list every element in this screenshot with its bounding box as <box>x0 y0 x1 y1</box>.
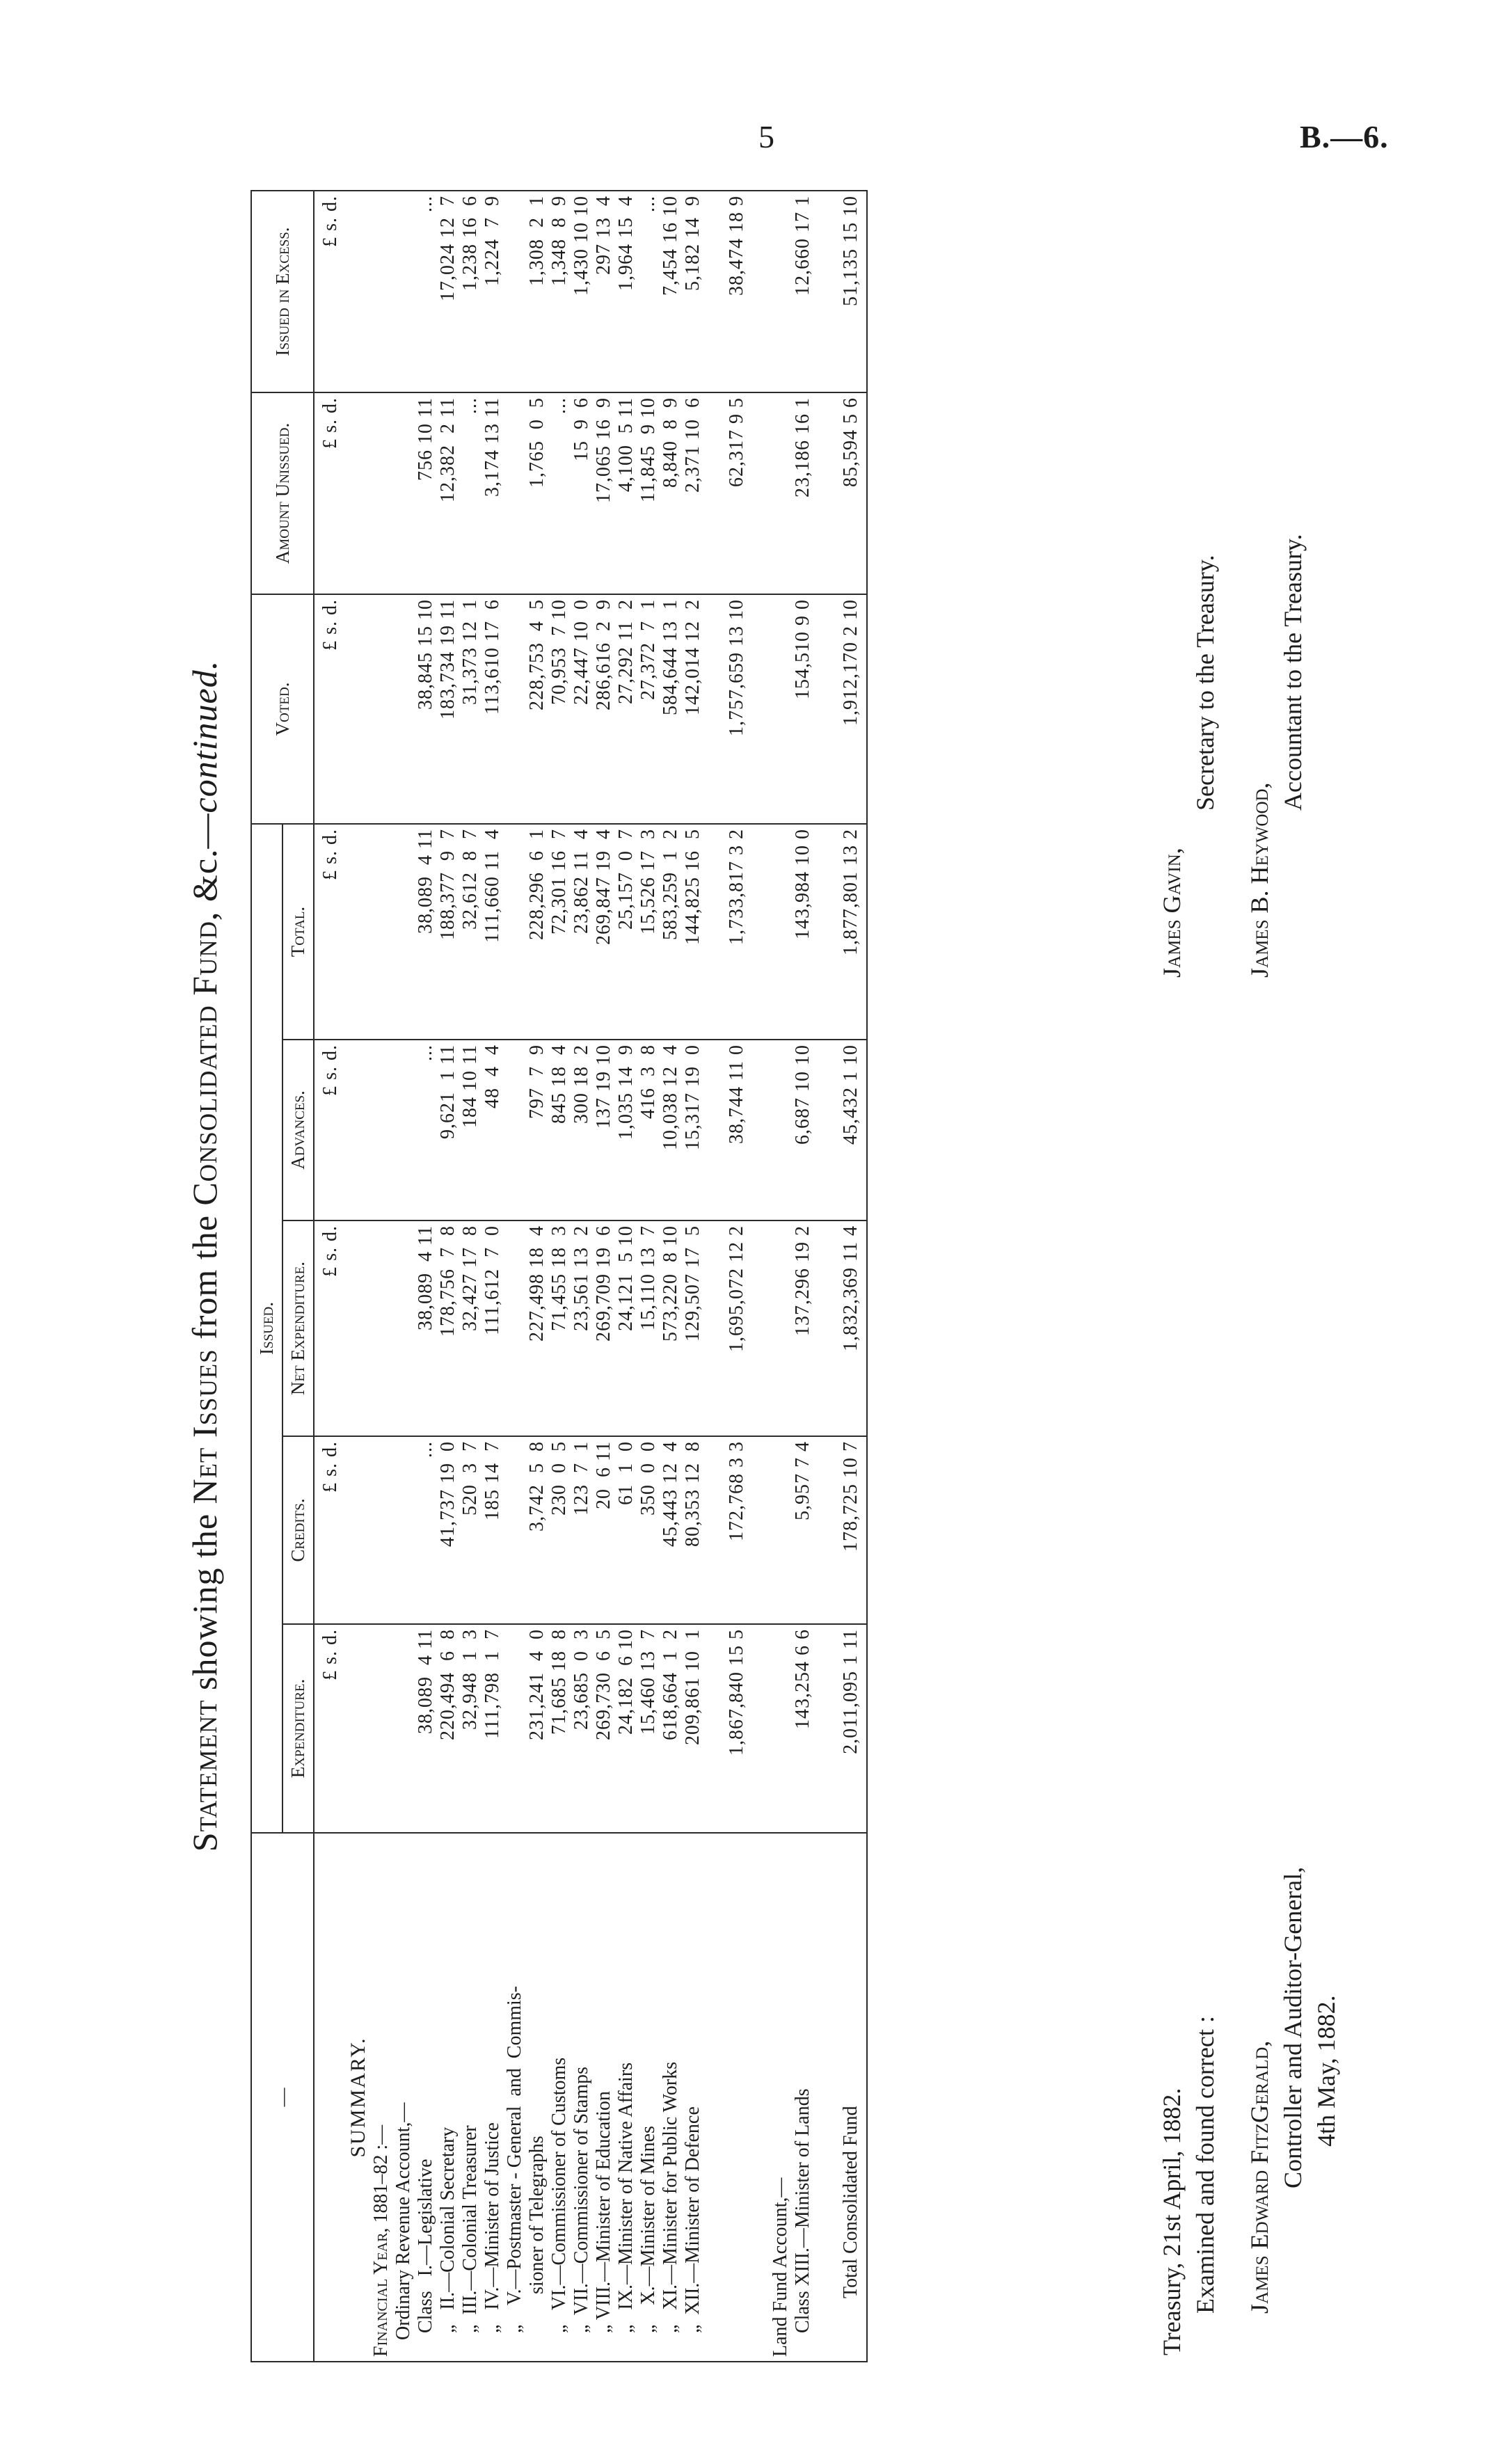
cell-unissued: 1,765 0 5 <box>526 392 548 594</box>
cell-adv: 48 4 4 <box>482 1040 504 1220</box>
cell-adv: 10,038 12 4 <box>660 1040 682 1220</box>
cell-total: 15,526 17 3 <box>637 824 660 1040</box>
cell-net: 129,507 17 5 <box>682 1220 704 1436</box>
auditor-name: James Edward FitzGerald, <box>1246 2040 1273 2314</box>
cell-adv: 1,035 14 9 <box>615 1040 637 1220</box>
examined-note: Examined and found correct : <box>1191 2016 1219 2314</box>
table-row <box>682 191 704 2362</box>
table-row <box>482 191 504 2362</box>
cell-net: 111,612 7 0 <box>482 1220 504 1436</box>
cell-exp: 618,664 1 2 <box>660 1624 682 1833</box>
cell-voted: 27,292 11 2 <box>615 594 637 824</box>
page-number: 5 <box>758 119 774 154</box>
cell-unissued: ... <box>548 392 571 594</box>
cell-unissued: 8,840 8 9 <box>660 392 682 594</box>
footer-treasury-officers <box>1155 534 1310 978</box>
cell-net <box>504 1220 526 1436</box>
cell-excess: 1,224 7 9 <box>482 191 504 392</box>
cell-adv: 300 18 2 <box>571 1040 593 1220</box>
cell-voted: 142,014 12 2 <box>682 594 704 824</box>
cell-adv <box>504 1040 526 1220</box>
group-land-fund: Land Fund Account,— <box>770 191 792 2362</box>
voted-header: Voted. <box>251 594 314 824</box>
cell-exp: 269,730 6 5 <box>593 1624 615 1833</box>
class-rows <box>415 191 704 2362</box>
advances-header: Advances. <box>282 1040 314 1220</box>
cell-unissued: 4,100 5 11 <box>615 392 637 594</box>
cell-voted: 31,373 12 1 <box>459 594 482 824</box>
class-label: „ VIII.—Minister of Education <box>593 1833 615 2362</box>
class-label: „ XII.—Minister of Defence <box>682 1833 704 2362</box>
table-row <box>504 191 526 2362</box>
cell-exp: 220,494 6 8 <box>437 1624 459 1833</box>
cell-voted: 113,610 17 6 <box>482 594 504 824</box>
class-label: „ IX.—Minister of Native Affairs <box>615 1833 637 2362</box>
class-label: „ III.—Colonial Treasurer <box>459 1833 482 2362</box>
cell-net: 573,220 8 10 <box>660 1220 682 1436</box>
class-label: „ XI.—Minister for Public Works <box>660 1833 682 2362</box>
cell-total: 25,157 0 7 <box>615 824 637 1040</box>
cell-exp: 23,685 0 3 <box>571 1624 593 1833</box>
cell-total: 23,862 11 4 <box>571 824 593 1040</box>
cell-unissued: 17,065 16 9 <box>593 392 615 594</box>
cell-exp: 209,861 10 1 <box>682 1624 704 1833</box>
cell-net: 38,089 4 11 <box>415 1220 437 1436</box>
table-row <box>615 191 637 2362</box>
cell-net: 24,121 5 10 <box>615 1220 637 1436</box>
land-fund-row: Class XIII.—Minister of Lands 143,254 6 6 5,957 7 4 137,296 19 2 6,687 10 10 143,984 10 0 154,510 9 0 23,186 16 1 12,660 17 1 <box>792 191 814 2362</box>
class-label: „ VII.—Commissioner of Stamps <box>571 1833 593 2362</box>
cell-unissued: 15 9 6 <box>571 392 593 594</box>
units-row: £ s. d. £ s. d. £ s. d. £ s. d. £ s. d. £ s. d. £ s. d. £ s. d. <box>314 191 347 2362</box>
accountant-title: Accountant to the Treasury. <box>1279 534 1307 811</box>
cell-total: 583,259 1 2 <box>660 824 682 1040</box>
class-label: „ VI.—Commissioner of Customs <box>548 1833 571 2362</box>
cell-cred: 45,443 12 4 <box>660 1436 682 1624</box>
cell-excess: 17,024 12 7 <box>437 191 459 392</box>
cell-cred: 80,353 12 8 <box>682 1436 704 1624</box>
cell-cred: 20 6 11 <box>593 1436 615 1624</box>
cell-adv: 416 3 8 <box>637 1040 660 1220</box>
cell-voted: 22,447 10 0 <box>571 594 593 824</box>
cell-unissued: 756 10 11 <box>415 392 437 594</box>
cell-voted: 70,953 7 10 <box>548 594 571 824</box>
cell-net: 178,756 7 8 <box>437 1220 459 1436</box>
cell-cred: 230 0 5 <box>548 1436 571 1624</box>
treasury-date: Treasury, 21st April, 1882. <box>1158 2088 1186 2355</box>
class-label: „ IV.—Minister of Justice <box>482 1833 504 2362</box>
cell-exp: 32,948 1 3 <box>459 1624 482 1833</box>
cell-unissued: 11,845 9 10 <box>637 392 660 594</box>
cell-total: 269,847 19 4 <box>593 824 615 1040</box>
cell-exp: 24,182 6 10 <box>615 1624 637 1833</box>
credits-header: Credits. <box>282 1436 314 1624</box>
cell-excess <box>504 191 526 392</box>
amount-unissued-header: Amount Unissued. <box>251 392 314 594</box>
group-ordinary-revenue: Ordinary Revenue Account,— <box>392 191 415 2362</box>
net-expenditure-header: Net Expenditure. <box>282 1220 314 1436</box>
class-label: „ V.—Postmaster - General and Commis- <box>504 1833 526 2362</box>
cell-cred <box>504 1436 526 1624</box>
cell-adv: ... <box>415 1040 437 1220</box>
cell-voted: 228,753 4 5 <box>526 594 548 824</box>
subtotal-row: 1,867,840 15 5 172,768 3 3 1,695,072 12 2 38,744 11 0 1,733,817 3 2 1,757,659 13 10 62,317 9 5 38,474 18 9 <box>726 191 748 2362</box>
group-financial-year: Financial Year, 1881–82 :— <box>370 191 392 2362</box>
cell-net: 15,110 13 7 <box>637 1220 660 1436</box>
cell-excess: ... <box>415 191 437 392</box>
cell-excess: 297 13 4 <box>593 191 615 392</box>
cell-excess: 7,454 16 10 <box>660 191 682 392</box>
cell-voted: 584,644 13 1 <box>660 594 682 824</box>
table-row <box>459 191 482 2362</box>
cell-cred: 3,742 5 8 <box>526 1436 548 1624</box>
auditor-date: 4th May, 1882. <box>1312 1995 1340 2147</box>
expenditure-header: Expenditure. <box>282 1624 314 1833</box>
cell-adv: 845 18 4 <box>548 1040 571 1220</box>
cell-net: 227,498 18 4 <box>526 1220 548 1436</box>
footer-auditor <box>1155 1867 1343 2355</box>
cell-adv: 797 7 9 <box>526 1040 548 1220</box>
table-row <box>660 191 682 2362</box>
cell-exp <box>504 1624 526 1833</box>
cell-voted: 38,845 15 10 <box>415 594 437 824</box>
cell-total: 228,296 6 1 <box>526 824 548 1040</box>
cell-exp: 71,685 18 8 <box>548 1624 571 1833</box>
cell-total: 72,301 16 7 <box>548 824 571 1040</box>
cell-unissued <box>504 392 526 594</box>
cell-net: 269,709 19 6 <box>593 1220 615 1436</box>
cell-voted <box>504 594 526 824</box>
cell-excess: 1,348 8 9 <box>548 191 571 392</box>
table-row <box>415 191 437 2362</box>
class-label: „ II.—Colonial Secretary <box>437 1833 459 2362</box>
table-row <box>437 191 459 2362</box>
class-label: sioner of Telegraphs <box>526 1833 548 2362</box>
issued-header: Issued. <box>251 824 282 1833</box>
cell-unissued: 12,382 2 11 <box>437 392 459 594</box>
cell-adv: 9,621 1 11 <box>437 1040 459 1220</box>
cell-excess: 1,238 16 6 <box>459 191 482 392</box>
cell-voted: 183,734 19 11 <box>437 594 459 824</box>
statement-heading: Statement showing the Net Issues from the Consolidated Fund, &c.—continued. <box>185 660 224 1852</box>
cell-net: 23,561 13 2 <box>571 1220 593 1436</box>
table-row <box>526 191 548 2362</box>
cell-adv: 184 10 11 <box>459 1040 482 1220</box>
cell-total: 188,377 9 7 <box>437 824 459 1040</box>
cell-cred: 61 1 0 <box>615 1436 637 1624</box>
total-consolidated-fund-row: Total Consolidated Fund 2,011,095 1 11 178,725 10 7 1,832,369 11 4 45,432 1 10 1,877,801 13 2 1,912,170 2 10 85,594 5 6 51,135 15 10 <box>836 191 867 2362</box>
cell-net: 71,455 18 3 <box>548 1220 571 1436</box>
cell-cred: 350 0 0 <box>637 1436 660 1624</box>
cell-adv: 15,317 19 0 <box>682 1040 704 1220</box>
cell-total: 32,612 8 7 <box>459 824 482 1040</box>
rotated-statement <box>136 94 1458 2362</box>
class-label: Class I.—Legislative <box>415 1833 437 2362</box>
table-row <box>571 191 593 2362</box>
cell-cred: 185 14 7 <box>482 1436 504 1624</box>
cell-unissued: 3,174 13 11 <box>482 392 504 594</box>
secretary-title: Secretary to the Treasury. <box>1191 555 1219 811</box>
cell-cred: 520 3 7 <box>459 1436 482 1624</box>
cell-cred: 41,737 19 0 <box>437 1436 459 1624</box>
total-header: Total. <box>282 824 314 1040</box>
table-row <box>593 191 615 2362</box>
secretary-name: James Gavin, <box>1158 848 1186 978</box>
cell-total: 144,825 16 5 <box>682 824 704 1040</box>
table-row <box>637 191 660 2362</box>
cell-excess: 1,430 10 10 <box>571 191 593 392</box>
cell-total: 38,089 4 11 <box>415 824 437 1040</box>
summary-column-header: — <box>251 1833 314 2362</box>
cell-exp: 231,241 4 0 <box>526 1624 548 1833</box>
statement-table <box>250 190 868 2362</box>
issued-in-excess-header: Issued in Excess. <box>251 191 314 392</box>
cell-unissued: ... <box>459 392 482 594</box>
cell-total <box>504 824 526 1040</box>
auditor-title: Controller and Auditor-General, <box>1279 1866 1307 2188</box>
cell-cred: ... <box>415 1436 437 1624</box>
cell-exp: 15,460 13 7 <box>637 1624 660 1833</box>
accountant-name: James B. Heywood, <box>1246 782 1273 978</box>
summary-label-row: SUMMARY. <box>347 191 370 2362</box>
class-label: „ X.—Minister of Mines <box>637 1833 660 2362</box>
table-row <box>548 191 571 2362</box>
cell-exp: 111,798 1 7 <box>482 1624 504 1833</box>
cell-exp: 38,089 4 11 <box>415 1624 437 1833</box>
cell-voted: 27,372 7 1 <box>637 594 660 824</box>
cell-voted: 286,616 2 9 <box>593 594 615 824</box>
cell-excess: 1,308 2 1 <box>526 191 548 392</box>
cell-unissued: 2,371 10 6 <box>682 392 704 594</box>
cell-adv: 137 19 10 <box>593 1040 615 1220</box>
cell-cred: 123 7 1 <box>571 1436 593 1624</box>
cell-net: 32,427 17 8 <box>459 1220 482 1436</box>
cell-excess: 5,182 14 9 <box>682 191 704 392</box>
cell-excess: 1,964 15 4 <box>615 191 637 392</box>
cell-excess: ... <box>637 191 660 392</box>
page-reference: B.—6. <box>1300 119 1389 154</box>
cell-total: 111,660 11 4 <box>482 824 504 1040</box>
